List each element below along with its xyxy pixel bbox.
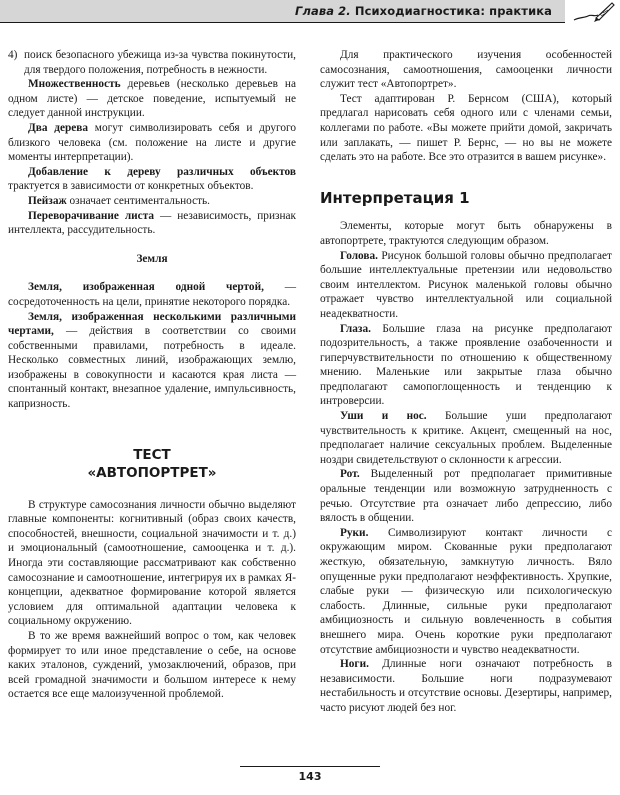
subheading-earth: Земля	[136, 252, 168, 265]
paragraph-flip-sheet	[8, 209, 296, 238]
term-text: Большие глаза на рисунке предполагают подозрительность, а также проявление озабоченности и гиперчувствительности по отношению к общественному мнению. Маленькие или закрытые глаза обычно предполагают самопоглощенность и тенденцию к интроверсии.	[320, 322, 612, 408]
header-section-title: Психодиагностика: практика	[354, 4, 552, 18]
term-label: Рот.	[340, 468, 360, 481]
quill-pen-icon	[570, 1, 616, 23]
paragraph-mouth	[320, 467, 612, 525]
header-title	[295, 4, 552, 18]
list-item-text: поиск безопасного убежища из-за чувства покинутости, для твердого положения, потребность в нежности.	[24, 49, 296, 76]
paragraph-legs	[320, 657, 612, 715]
paragraph-question: В то же время важнейший вопрос о том, как человек формирует то или иное представление о себе, на основе каких эталонов, суждений, умозаключений, образов, при всей громадной значимости и большом интересе к нему остается все еще малоизученной проблемой.	[8, 630, 296, 701]
term-label: Добавление к дереву различных объектов	[28, 165, 296, 178]
paragraph-practical: Для практического изучения особенностей самосознания, самоотношения, самооценки личности служит тест «Автопортрет».	[320, 49, 612, 91]
term-label: Земля, изображенная несколькими различными чертами,	[8, 310, 296, 338]
paragraph-eyes	[320, 322, 612, 410]
term-text: Выделенный рот предполагает примитивные оральные тенденции или возможную затрудненность с речью. Отсутствие рта означает либо депрессию, либо вялость в общении.	[320, 468, 612, 525]
test-title-line-1: ТЕСТ	[133, 446, 171, 463]
running-header	[0, 0, 620, 24]
header-chapter: Глава 2.	[295, 4, 351, 18]
list-item	[8, 48, 296, 77]
paragraph-two-trees	[8, 121, 296, 165]
paragraph-landscape	[8, 194, 296, 209]
right-column	[320, 48, 612, 716]
term-text: Большие уши предполагают чувствительность к критике. Акцент, смещенный на нос, предполагает наличие сексуальных проблем. Выделенные ноздри свидетельствуют о склонности к агрессии.	[320, 410, 612, 466]
term-text: могут символизировать себя и другого близкого человека (см. положение на листе и другие моменты интерпретации).	[8, 121, 296, 164]
term-text: — действия в соответствии со своими собственными правилами, потребность в идеале. Несколько совместных линий, изображающих землю, изображены в совокупности и касаются края листа — спонтанный контакт, внезапное удаление, импульсивность, капризность.	[8, 325, 296, 411]
paragraph-head	[320, 249, 612, 322]
term-label: Глаза.	[340, 322, 371, 335]
page-number: 143	[298, 770, 322, 783]
term-text: Длинные ноги означают потребность в независимости. Большие ноги подразумевают нестабильность и отсутствие основы. Дезертиры, например, часто рисуют людей без ног.	[320, 658, 612, 714]
term-text: — сосредоточенность на цели, принятие некоторого порядка.	[8, 281, 296, 308]
list-item-number: 4)	[8, 49, 18, 61]
term-label: Два дерева	[28, 121, 89, 134]
paragraph-structure: В структуре самосознания личности обычно выделяют главные компоненты: когнитивный (образ своих качеств, способностей, внешности, социальной значимости и т. д.) и эмоциональный (самоотношение, самооценка и т. д.). Иногда эти составляющие рассматривают как собственно самосознание и самоотношение, интегрируя их в рамках Я-концепции, адекватное формирование которой является условием для оптимальной адаптации человека к социальному окружению.	[8, 498, 296, 628]
paragraph-hands	[320, 526, 612, 657]
paragraph-adapted: Тест адаптирован Р. Бернсом (США), который предлагал нарисовать себя одного или с членами семьи, коллегами по работе. «Вы можете прийти домой, закричать или заплакать, — пишет Р. Бернс, — но вы не можете сделать это на работе. Все это отразится в вашем рисунке».	[320, 92, 612, 164]
term-label: Пейзаж	[28, 194, 67, 207]
left-column	[8, 48, 296, 702]
term-text: — независимость, признак интеллекта, рассудительность.	[8, 209, 297, 237]
term-text: Символизируют контакт личности с окружающим миром. Скованные руки предполагают жесткую, обязательную, замкнутую личность. Вяло опущенные руки предполагают неэффективность. Хрупкие, слабые руки — физическую или психологическую слабость. Длинные, сильные руки предполагают амбициозность и сильную вовлеченность в события внешнего мира. Очень короткие руки предполагают отсутствие амбициозности и чувство неадекватности.	[320, 526, 612, 656]
paragraph-interp-intro: Элементы, которые могут быть обнаружены в автопортрете, трактуются следующим образом.	[320, 220, 612, 247]
section-title-interpretation: Интерпретация 1	[320, 188, 470, 207]
paragraph-earth-one-line	[8, 280, 296, 309]
footer-rule	[240, 766, 380, 767]
term-text: деревьев (несколько деревьев на одном листе) — детское поведение, испытуемый не следует данной инструкции.	[8, 78, 296, 120]
term-text: Рисунок большой головы обычно предполагает большие интеллектуальные претензии или недовольство своим интеллектом. Рисунок маленькой головы обычно отражает чувство интеллектуальной или социальной неадекватности.	[320, 249, 612, 320]
paragraph-ears-nose	[320, 409, 612, 467]
term-label: Множественность	[28, 78, 121, 91]
paragraph-adding-objects	[8, 165, 296, 194]
test-title-line-2: «АВТОПОРТРЕТ»	[87, 464, 217, 481]
paragraph-earth-many-lines	[8, 310, 296, 412]
term-label: Голова.	[340, 249, 378, 262]
term-label: Руки.	[340, 526, 369, 539]
term-label: Земля, изображенная одной чертой,	[28, 281, 264, 294]
term-label: Ноги.	[340, 658, 369, 671]
term-text: трактуется в зависимости от конкретных объектов.	[8, 180, 254, 193]
term-text: означает сентиментальность.	[66, 194, 210, 207]
term-label: Переворачивание листа	[28, 209, 155, 222]
paragraph-multiplicity	[8, 77, 296, 121]
test-title	[8, 446, 296, 482]
term-label: Уши и нос.	[340, 410, 427, 423]
